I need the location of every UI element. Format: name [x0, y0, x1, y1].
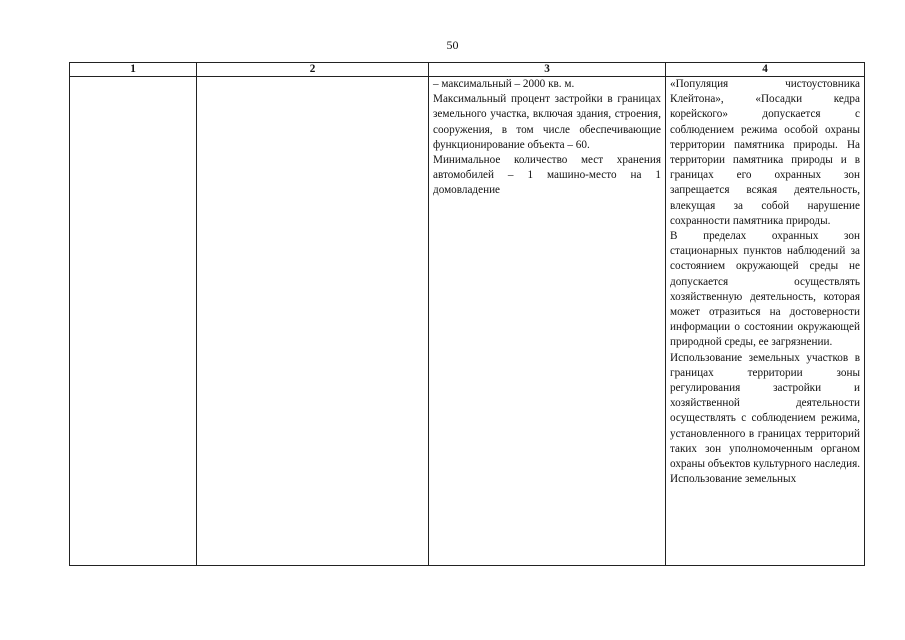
- cell-column-1: [70, 77, 197, 566]
- col4-paragraph-nature-monument: «Популяция чистоустовника Клейтона», «Посадки кедра корейского» допускается с соблюдением режима особой охраны территории памятника природы. На территории памятника природы и в границах его охранных зон запрещается всякая деятельность, влекущая за собой нарушение сохранности памятника природы.: [670, 78, 860, 227]
- cell-column-4: [666, 77, 865, 566]
- col3-paragraph-max-percent: Максимальный процент застройки в границах земельного участка, включая здания, строения, сооружения, в том числе обеспечивающие функционирование объекта – 60.: [433, 93, 661, 151]
- col3-paragraph-dash: – максимальный – 2000 кв. м.: [433, 78, 575, 90]
- column-header-2: 2: [197, 63, 429, 77]
- col4-paragraph-land-use: Использование земельных: [670, 473, 797, 486]
- cell-column-2: [197, 77, 429, 566]
- column-header-4: 4: [666, 63, 865, 77]
- table-header-row: [70, 63, 865, 77]
- col4-paragraph-regulation-zone: Использование земельных участков в границах территории зоны регулирования застройки и хозяйственной деятельности осуществлять с соблюдением режима, установленного в границах территорий таких зон уполномоченным органом охраны объектов культурного наследия.: [670, 351, 860, 471]
- page-number: 50: [446, 38, 459, 52]
- column-header-1: 1: [70, 63, 197, 77]
- col3-paragraph-parking: Минимальное количество мест хранения автомобилей – 1 машино-место на 1 домовладение: [433, 154, 661, 197]
- zoning-table: [69, 62, 865, 566]
- col4-paragraph-observation-points: В пределах охранных зон стационарных пунктов наблюдений за состоянием окружающей среды не допускается осуществлять хозяйственную деятельность, которая может отразиться на достоверности информации о состоянии окружающей природной среды, ее загрязнении.: [670, 230, 860, 349]
- cell-column-3: [429, 77, 666, 566]
- column-header-3: 3: [429, 63, 666, 77]
- table-row: [70, 77, 865, 566]
